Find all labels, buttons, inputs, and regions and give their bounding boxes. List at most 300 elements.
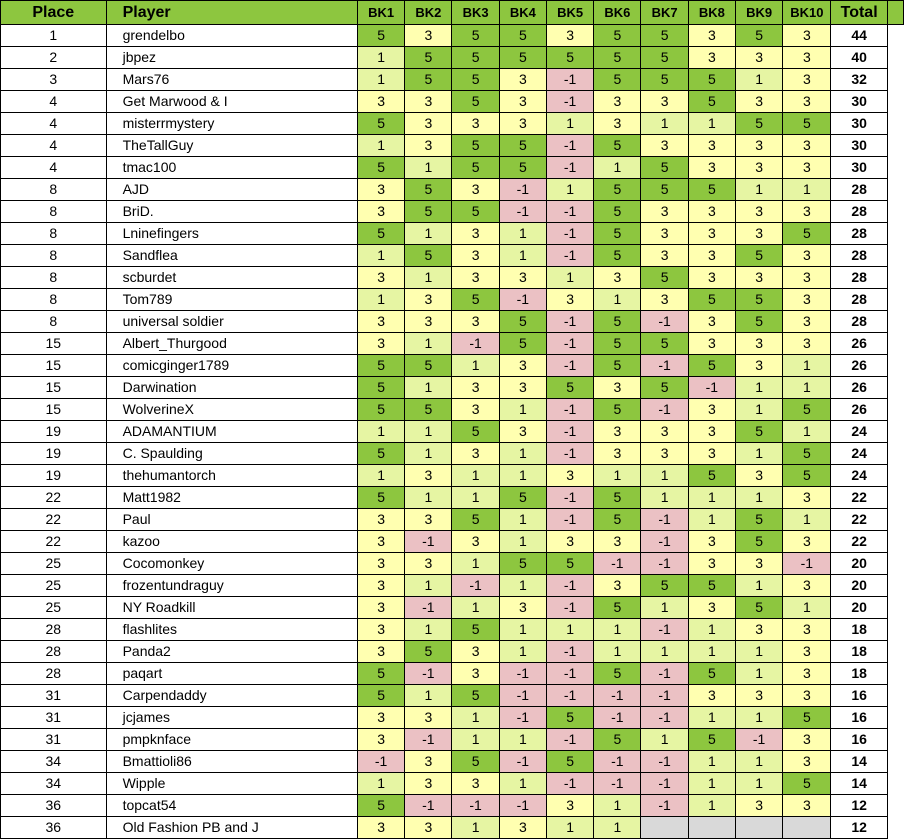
table-row[interactable] [1, 465, 904, 487]
score-cell-bk6[interactable]: 5 [594, 355, 641, 377]
score-cell-bk7[interactable] [641, 817, 688, 839]
player-cell[interactable]: scburdet [106, 267, 357, 289]
score-cell-bk2[interactable]: 5 [405, 399, 452, 421]
empty-cell[interactable] [887, 619, 903, 641]
total-cell[interactable]: 44 [831, 25, 887, 47]
table-row[interactable] [1, 289, 904, 311]
score-cell-bk4[interactable]: -1 [499, 663, 546, 685]
score-cell-bk4[interactable]: 1 [499, 509, 546, 531]
score-cell-bk9[interactable]: 1 [735, 707, 782, 729]
score-cell-bk3[interactable]: 3 [452, 113, 499, 135]
player-cell[interactable]: AJD [106, 179, 357, 201]
table-row[interactable] [1, 113, 904, 135]
score-cell-bk1[interactable]: 3 [357, 91, 404, 113]
score-cell-bk3[interactable]: 1 [452, 553, 499, 575]
score-cell-bk7[interactable]: 1 [641, 729, 688, 751]
score-cell-bk8[interactable]: 5 [688, 575, 735, 597]
score-cell-bk4[interactable]: 1 [499, 443, 546, 465]
score-cell-bk6[interactable]: 1 [594, 619, 641, 641]
score-cell-bk5[interactable]: 3 [546, 531, 593, 553]
score-cell-bk9[interactable]: 5 [735, 25, 782, 47]
score-cell-bk3[interactable]: 5 [452, 47, 499, 69]
score-cell-bk1[interactable]: 5 [357, 685, 404, 707]
total-cell[interactable]: 30 [831, 135, 887, 157]
empty-cell[interactable] [887, 245, 903, 267]
empty-cell[interactable] [887, 641, 903, 663]
score-cell-bk10[interactable]: 3 [783, 157, 831, 179]
score-cell-bk6[interactable]: 5 [594, 25, 641, 47]
score-cell-bk4[interactable]: 3 [499, 91, 546, 113]
score-cell-bk1[interactable]: 5 [357, 113, 404, 135]
score-cell-bk1[interactable]: 5 [357, 377, 404, 399]
score-cell-bk2[interactable]: -1 [405, 795, 452, 817]
score-cell-bk9[interactable]: 3 [735, 355, 782, 377]
score-cell-bk5[interactable]: -1 [546, 685, 593, 707]
empty-cell[interactable] [887, 685, 903, 707]
score-cell-bk6[interactable]: 5 [594, 399, 641, 421]
score-cell-bk8[interactable]: 1 [688, 773, 735, 795]
score-cell-bk3[interactable]: -1 [452, 333, 499, 355]
score-cell-bk9[interactable]: 3 [735, 201, 782, 223]
score-cell-bk1[interactable]: 5 [357, 25, 404, 47]
place-cell[interactable]: 15 [1, 333, 107, 355]
total-cell[interactable]: 22 [831, 487, 887, 509]
player-cell[interactable]: flashlites [106, 619, 357, 641]
score-cell-bk6[interactable]: 5 [594, 201, 641, 223]
score-cell-bk1[interactable]: 3 [357, 553, 404, 575]
table-row[interactable] [1, 135, 904, 157]
score-cell-bk1[interactable]: 3 [357, 597, 404, 619]
player-cell[interactable]: Matt1982 [106, 487, 357, 509]
score-cell-bk8[interactable]: 1 [688, 795, 735, 817]
score-cell-bk8[interactable]: 5 [688, 465, 735, 487]
score-cell-bk4[interactable]: 3 [499, 69, 546, 91]
score-cell-bk5[interactable]: -1 [546, 663, 593, 685]
score-cell-bk8[interactable]: 3 [688, 421, 735, 443]
place-cell[interactable]: 22 [1, 531, 107, 553]
score-cell-bk3[interactable]: 3 [452, 377, 499, 399]
score-cell-bk2[interactable]: 5 [405, 641, 452, 663]
total-cell[interactable]: 30 [831, 157, 887, 179]
place-cell[interactable]: 8 [1, 267, 107, 289]
table-row[interactable] [1, 685, 904, 707]
score-cell-bk1[interactable]: 5 [357, 795, 404, 817]
score-cell-bk10[interactable]: 1 [783, 597, 831, 619]
score-cell-bk9[interactable]: -1 [735, 729, 782, 751]
table-row[interactable] [1, 663, 904, 685]
header-bk4[interactable]: BK4 [499, 1, 546, 25]
empty-cell[interactable] [887, 135, 903, 157]
score-cell-bk9[interactable]: 1 [735, 773, 782, 795]
score-cell-bk7[interactable]: 5 [641, 377, 688, 399]
score-cell-bk4[interactable]: 1 [499, 465, 546, 487]
score-cell-bk4[interactable]: 1 [499, 773, 546, 795]
score-cell-bk6[interactable]: 5 [594, 47, 641, 69]
table-row[interactable] [1, 509, 904, 531]
score-cell-bk9[interactable]: 5 [735, 509, 782, 531]
total-cell[interactable]: 12 [831, 817, 887, 839]
score-cell-bk10[interactable]: 1 [783, 355, 831, 377]
player-cell[interactable]: NY Roadkill [106, 597, 357, 619]
score-cell-bk4[interactable]: 1 [499, 641, 546, 663]
score-cell-bk3[interactable]: 1 [452, 817, 499, 839]
score-cell-bk7[interactable]: -1 [641, 553, 688, 575]
total-cell[interactable]: 28 [831, 179, 887, 201]
score-cell-bk10[interactable]: 3 [783, 795, 831, 817]
header-extra-column[interactable] [887, 1, 903, 25]
score-cell-bk5[interactable]: 5 [546, 751, 593, 773]
table-row[interactable] [1, 575, 904, 597]
score-cell-bk3[interactable]: 5 [452, 69, 499, 91]
score-cell-bk8[interactable]: 3 [688, 443, 735, 465]
table-row[interactable] [1, 421, 904, 443]
score-cell-bk3[interactable]: 5 [452, 289, 499, 311]
score-cell-bk6[interactable]: 3 [594, 91, 641, 113]
place-cell[interactable]: 4 [1, 113, 107, 135]
score-cell-bk8[interactable]: 1 [688, 641, 735, 663]
score-cell-bk1[interactable]: 5 [357, 663, 404, 685]
player-cell[interactable]: C. Spaulding [106, 443, 357, 465]
place-cell[interactable]: 8 [1, 289, 107, 311]
player-cell[interactable]: WolverineX [106, 399, 357, 421]
score-cell-bk5[interactable]: 1 [546, 817, 593, 839]
table-row[interactable] [1, 245, 904, 267]
player-cell[interactable]: ADAMANTIUM [106, 421, 357, 443]
empty-cell[interactable] [887, 597, 903, 619]
table-row[interactable] [1, 69, 904, 91]
score-cell-bk10[interactable]: 1 [783, 421, 831, 443]
table-row[interactable] [1, 399, 904, 421]
score-cell-bk4[interactable]: 3 [499, 355, 546, 377]
total-cell[interactable]: 26 [831, 399, 887, 421]
score-cell-bk7[interactable]: -1 [641, 685, 688, 707]
score-cell-bk10[interactable]: 3 [783, 25, 831, 47]
score-cell-bk4[interactable]: -1 [499, 795, 546, 817]
score-cell-bk9[interactable]: 3 [735, 795, 782, 817]
player-cell[interactable]: jbpez [106, 47, 357, 69]
score-cell-bk8[interactable]: 3 [688, 135, 735, 157]
score-cell-bk8[interactable]: 3 [688, 333, 735, 355]
score-cell-bk3[interactable]: 3 [452, 531, 499, 553]
place-cell[interactable]: 25 [1, 597, 107, 619]
place-cell[interactable]: 19 [1, 465, 107, 487]
score-cell-bk4[interactable]: 5 [499, 333, 546, 355]
score-cell-bk10[interactable]: 5 [783, 465, 831, 487]
score-cell-bk1[interactable]: 3 [357, 575, 404, 597]
empty-cell[interactable] [887, 69, 903, 91]
score-cell-bk3[interactable]: 3 [452, 663, 499, 685]
score-cell-bk6[interactable]: 5 [594, 487, 641, 509]
score-cell-bk1[interactable]: 3 [357, 267, 404, 289]
score-cell-bk9[interactable]: 1 [735, 443, 782, 465]
score-cell-bk9[interactable]: 1 [735, 641, 782, 663]
score-cell-bk7[interactable]: 5 [641, 157, 688, 179]
total-cell[interactable]: 16 [831, 729, 887, 751]
place-cell[interactable]: 31 [1, 685, 107, 707]
score-cell-bk9[interactable]: 1 [735, 751, 782, 773]
total-cell[interactable]: 28 [831, 245, 887, 267]
score-cell-bk8[interactable]: 1 [688, 487, 735, 509]
score-cell-bk8[interactable]: 5 [688, 69, 735, 91]
table-row[interactable] [1, 817, 904, 839]
header-bk3[interactable]: BK3 [452, 1, 499, 25]
empty-cell[interactable] [887, 663, 903, 685]
empty-cell[interactable] [887, 223, 903, 245]
score-cell-bk10[interactable]: 5 [783, 707, 831, 729]
score-cell-bk10[interactable]: 5 [783, 399, 831, 421]
score-cell-bk2[interactable]: 3 [405, 91, 452, 113]
total-cell[interactable]: 30 [831, 91, 887, 113]
score-cell-bk6[interactable]: 1 [594, 817, 641, 839]
score-cell-bk9[interactable]: 5 [735, 245, 782, 267]
score-cell-bk3[interactable]: 1 [452, 729, 499, 751]
score-cell-bk3[interactable]: 3 [452, 267, 499, 289]
score-cell-bk7[interactable]: -1 [641, 531, 688, 553]
score-cell-bk7[interactable]: -1 [641, 355, 688, 377]
header-total[interactable]: Total [831, 1, 887, 25]
table-row[interactable] [1, 751, 904, 773]
score-cell-bk2[interactable]: 1 [405, 619, 452, 641]
score-cell-bk1[interactable]: 1 [357, 289, 404, 311]
empty-cell[interactable] [887, 817, 903, 839]
score-cell-bk10[interactable]: 3 [783, 91, 831, 113]
score-cell-bk9[interactable]: 1 [735, 487, 782, 509]
score-cell-bk7[interactable]: -1 [641, 311, 688, 333]
table-row[interactable] [1, 311, 904, 333]
score-cell-bk2[interactable]: 3 [405, 25, 452, 47]
score-cell-bk8[interactable]: 3 [688, 47, 735, 69]
place-cell[interactable]: 4 [1, 135, 107, 157]
score-cell-bk7[interactable]: 5 [641, 267, 688, 289]
score-cell-bk1[interactable]: 3 [357, 531, 404, 553]
score-cell-bk6[interactable]: 5 [594, 179, 641, 201]
place-cell[interactable]: 36 [1, 795, 107, 817]
score-cell-bk1[interactable]: 1 [357, 421, 404, 443]
table-row[interactable] [1, 619, 904, 641]
score-cell-bk7[interactable]: -1 [641, 773, 688, 795]
score-cell-bk5[interactable]: 3 [546, 465, 593, 487]
score-cell-bk2[interactable]: 3 [405, 113, 452, 135]
empty-cell[interactable] [887, 25, 903, 47]
place-cell[interactable]: 15 [1, 399, 107, 421]
score-cell-bk5[interactable]: -1 [546, 487, 593, 509]
player-cell[interactable]: Cocomonkey [106, 553, 357, 575]
score-cell-bk1[interactable]: 3 [357, 179, 404, 201]
score-cell-bk6[interactable]: 3 [594, 575, 641, 597]
score-cell-bk10[interactable]: 3 [783, 685, 831, 707]
score-cell-bk10[interactable]: 5 [783, 113, 831, 135]
score-cell-bk9[interactable]: 3 [735, 619, 782, 641]
score-cell-bk4[interactable]: 1 [499, 729, 546, 751]
score-cell-bk4[interactable]: 3 [499, 421, 546, 443]
score-cell-bk9[interactable]: 1 [735, 179, 782, 201]
score-cell-bk10[interactable]: 5 [783, 773, 831, 795]
score-cell-bk10[interactable]: 3 [783, 487, 831, 509]
score-cell-bk9[interactable]: 3 [735, 157, 782, 179]
header-bk9[interactable]: BK9 [735, 1, 782, 25]
score-cell-bk7[interactable]: 3 [641, 421, 688, 443]
score-cell-bk3[interactable]: 1 [452, 487, 499, 509]
score-cell-bk5[interactable]: -1 [546, 245, 593, 267]
score-cell-bk8[interactable]: 3 [688, 223, 735, 245]
score-cell-bk7[interactable]: 5 [641, 179, 688, 201]
score-cell-bk4[interactable]: -1 [499, 751, 546, 773]
place-cell[interactable]: 3 [1, 69, 107, 91]
score-cell-bk7[interactable]: 1 [641, 487, 688, 509]
score-cell-bk6[interactable]: 3 [594, 267, 641, 289]
score-cell-bk4[interactable]: -1 [499, 179, 546, 201]
score-cell-bk8[interactable]: 1 [688, 751, 735, 773]
table-row[interactable] [1, 443, 904, 465]
score-cell-bk7[interactable]: 3 [641, 289, 688, 311]
player-cell[interactable]: grendelbo [106, 25, 357, 47]
score-cell-bk2[interactable]: 5 [405, 355, 452, 377]
score-cell-bk4[interactable]: 5 [499, 311, 546, 333]
score-cell-bk5[interactable]: 5 [546, 553, 593, 575]
table-row[interactable] [1, 773, 904, 795]
score-cell-bk5[interactable]: 5 [546, 707, 593, 729]
player-cell[interactable]: Lninefingers [106, 223, 357, 245]
score-cell-bk3[interactable]: 5 [452, 201, 499, 223]
score-cell-bk5[interactable]: -1 [546, 91, 593, 113]
score-cell-bk4[interactable]: 5 [499, 553, 546, 575]
score-cell-bk4[interactable]: -1 [499, 685, 546, 707]
score-cell-bk2[interactable]: 1 [405, 421, 452, 443]
score-cell-bk5[interactable]: -1 [546, 333, 593, 355]
score-cell-bk1[interactable]: 3 [357, 729, 404, 751]
score-cell-bk4[interactable]: 1 [499, 223, 546, 245]
header-bk1[interactable]: BK1 [357, 1, 404, 25]
score-cell-bk7[interactable]: 1 [641, 465, 688, 487]
score-cell-bk5[interactable]: 5 [546, 377, 593, 399]
score-cell-bk6[interactable]: 5 [594, 729, 641, 751]
score-cell-bk2[interactable]: 1 [405, 487, 452, 509]
place-cell[interactable]: 25 [1, 553, 107, 575]
header-bk2[interactable]: BK2 [405, 1, 452, 25]
header-bk10[interactable]: BK10 [783, 1, 831, 25]
total-cell[interactable]: 18 [831, 641, 887, 663]
score-cell-bk10[interactable]: 3 [783, 751, 831, 773]
place-cell[interactable]: 19 [1, 421, 107, 443]
score-cell-bk6[interactable]: 1 [594, 795, 641, 817]
score-cell-bk8[interactable]: 3 [688, 553, 735, 575]
place-cell[interactable]: 2 [1, 47, 107, 69]
place-cell[interactable]: 34 [1, 773, 107, 795]
score-cell-bk3[interactable]: 3 [452, 399, 499, 421]
table-row[interactable] [1, 267, 904, 289]
score-cell-bk10[interactable] [783, 817, 831, 839]
table-row[interactable] [1, 179, 904, 201]
table-row[interactable] [1, 377, 904, 399]
score-cell-bk7[interactable]: -1 [641, 399, 688, 421]
score-cell-bk2[interactable]: 3 [405, 135, 452, 157]
table-row[interactable] [1, 25, 904, 47]
score-cell-bk7[interactable]: 3 [641, 223, 688, 245]
empty-cell[interactable] [887, 553, 903, 575]
score-cell-bk10[interactable]: 3 [783, 47, 831, 69]
total-cell[interactable]: 24 [831, 421, 887, 443]
score-cell-bk6[interactable]: 1 [594, 465, 641, 487]
score-cell-bk10[interactable]: 3 [783, 267, 831, 289]
score-cell-bk6[interactable]: -1 [594, 553, 641, 575]
score-cell-bk9[interactable]: 5 [735, 531, 782, 553]
empty-cell[interactable] [887, 443, 903, 465]
score-cell-bk9[interactable]: 3 [735, 553, 782, 575]
player-cell[interactable]: pmpknface [106, 729, 357, 751]
score-cell-bk6[interactable]: 3 [594, 531, 641, 553]
score-cell-bk7[interactable]: 5 [641, 25, 688, 47]
score-cell-bk1[interactable]: -1 [357, 751, 404, 773]
header-player[interactable]: Player [106, 1, 357, 25]
total-cell[interactable]: 20 [831, 597, 887, 619]
place-cell[interactable]: 28 [1, 619, 107, 641]
score-cell-bk1[interactable]: 1 [357, 69, 404, 91]
score-cell-bk2[interactable]: 5 [405, 47, 452, 69]
score-cell-bk9[interactable]: 3 [735, 135, 782, 157]
score-cell-bk6[interactable]: -1 [594, 773, 641, 795]
total-cell[interactable]: 24 [831, 465, 887, 487]
empty-cell[interactable] [887, 201, 903, 223]
empty-cell[interactable] [887, 377, 903, 399]
player-cell[interactable]: Tom789 [106, 289, 357, 311]
score-cell-bk9[interactable]: 1 [735, 575, 782, 597]
place-cell[interactable]: 4 [1, 91, 107, 113]
score-cell-bk6[interactable]: 5 [594, 663, 641, 685]
table-row[interactable] [1, 91, 904, 113]
header-bk5[interactable]: BK5 [546, 1, 593, 25]
player-cell[interactable]: misterrmystery [106, 113, 357, 135]
empty-cell[interactable] [887, 113, 903, 135]
score-cell-bk5[interactable]: -1 [546, 575, 593, 597]
score-cell-bk10[interactable]: 3 [783, 333, 831, 355]
score-cell-bk2[interactable]: 1 [405, 267, 452, 289]
score-cell-bk6[interactable]: 1 [594, 157, 641, 179]
score-cell-bk2[interactable]: 1 [405, 223, 452, 245]
score-cell-bk10[interactable]: 5 [783, 223, 831, 245]
score-cell-bk2[interactable]: 1 [405, 685, 452, 707]
score-cell-bk5[interactable]: -1 [546, 729, 593, 751]
score-cell-bk10[interactable]: 3 [783, 729, 831, 751]
empty-cell[interactable] [887, 355, 903, 377]
score-cell-bk1[interactable]: 1 [357, 465, 404, 487]
empty-cell[interactable] [887, 575, 903, 597]
score-cell-bk8[interactable]: 3 [688, 685, 735, 707]
score-cell-bk5[interactable]: -1 [546, 69, 593, 91]
score-cell-bk4[interactable]: -1 [499, 289, 546, 311]
score-cell-bk1[interactable]: 1 [357, 773, 404, 795]
player-cell[interactable]: thehumantorch [106, 465, 357, 487]
total-cell[interactable]: 18 [831, 619, 887, 641]
score-cell-bk1[interactable]: 3 [357, 311, 404, 333]
score-cell-bk9[interactable]: 1 [735, 663, 782, 685]
score-cell-bk1[interactable]: 1 [357, 47, 404, 69]
total-cell[interactable]: 22 [831, 509, 887, 531]
table-row[interactable] [1, 531, 904, 553]
score-cell-bk9[interactable]: 5 [735, 597, 782, 619]
empty-cell[interactable] [887, 421, 903, 443]
total-cell[interactable]: 12 [831, 795, 887, 817]
total-cell[interactable]: 26 [831, 377, 887, 399]
score-cell-bk5[interactable]: 3 [546, 795, 593, 817]
score-cell-bk5[interactable]: -1 [546, 355, 593, 377]
empty-cell[interactable] [887, 773, 903, 795]
score-cell-bk2[interactable]: 1 [405, 333, 452, 355]
score-cell-bk3[interactable]: 3 [452, 223, 499, 245]
score-cell-bk5[interactable]: -1 [546, 773, 593, 795]
score-cell-bk3[interactable]: 3 [452, 773, 499, 795]
place-cell[interactable]: 19 [1, 443, 107, 465]
score-cell-bk6[interactable]: 3 [594, 421, 641, 443]
